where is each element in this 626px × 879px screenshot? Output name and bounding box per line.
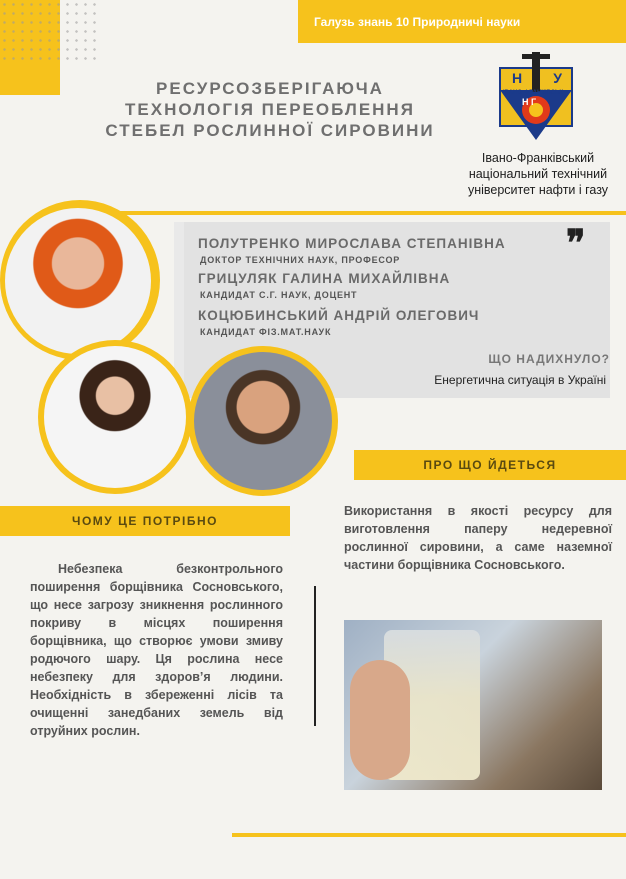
title-line-2: ТЕХНОЛОГІЯ ПЕРЕОБЛЕННЯ xyxy=(125,100,415,119)
title-line-3: СТЕБЕЛ РОСЛИННОЇ СИРОВИНИ xyxy=(105,121,435,140)
about-heading-text: ПРО ЩО ЙДЕТЬСЯ xyxy=(423,458,557,472)
author-photo-3 xyxy=(194,352,332,490)
university-line-2: національний технічний xyxy=(468,167,608,181)
field-banner xyxy=(298,0,626,43)
inspired-question: ЩО НАДИХНУЛО? xyxy=(488,352,610,366)
why-text: Небезпека безконтрольного поширення борщівника Сосновського, що несе загрозу зникнення рослинного покриву в місцях поширення борщівника, що створює умови змиву родючого шару. Ця рослина несе небезпеку для здоров’я людини. Необхідність в збереженні лісів та очищенні занедбаних земель від отруйних рослин. xyxy=(30,562,283,738)
university-line-3: університет нафти і газу xyxy=(467,183,609,197)
divider-bottom xyxy=(232,833,626,837)
dot-pattern-top-left xyxy=(0,0,100,60)
university-line-1: Івано-Франківський xyxy=(481,151,595,165)
divider-top xyxy=(110,211,626,215)
quote-icon: ❞ xyxy=(566,222,586,264)
author-photo-2 xyxy=(44,346,186,488)
university-name xyxy=(450,150,626,198)
hand-shape xyxy=(350,660,410,780)
logo-letters-bottom: Н Г xyxy=(522,97,537,107)
author-role-1: ДОКТОР ТЕХНІЧНИХ НАУК, ПРОФЕСОР xyxy=(200,255,401,265)
author-photo-1 xyxy=(5,208,151,354)
inspired-answer: Енергетична ситуація в Україні xyxy=(434,373,606,387)
page-title xyxy=(80,78,460,141)
author-name-3: КОЦЮБИНСЬКИЙ АНДРІЙ ОЛЕГОВИЧ xyxy=(198,308,480,323)
why-heading-text: ЧОМУ ЦЕ ПОТРІБНО xyxy=(72,514,218,528)
logo-city: ІВАНО-ФРАНКІВСЬК xyxy=(503,90,564,96)
author-name-2: ГРИЦУЛЯК ГАЛИНА МИХАЙЛІВНА xyxy=(198,271,451,286)
author-role-2: КАНДИДАТ С.Г. НАУК, ДОЦЕНТ xyxy=(200,290,358,300)
title-line-1: РЕСУРСОЗБЕРІГАЮЧА xyxy=(156,79,384,98)
field-banner-text: Галузь знань 10 Природничі науки xyxy=(314,14,521,29)
about-heading xyxy=(354,450,626,480)
why-heading xyxy=(0,506,290,536)
logo-letters-top: Н У xyxy=(512,70,562,86)
about-text: Використання в якості ресурсу для виготовлення паперу недеревної рослинної сировини, а саме наземної частини борщівника Сосновського. xyxy=(344,504,612,572)
product-photo xyxy=(344,620,602,790)
university-logo xyxy=(492,50,580,144)
author-role-3: КАНДИДАТ ФІЗ.МАТ.НАУК xyxy=(200,327,332,337)
author-name-1: ПОЛУТРЕНКО МИРОСЛАВА СТЕПАНІВНА xyxy=(198,236,506,251)
vertical-divider xyxy=(314,586,316,726)
